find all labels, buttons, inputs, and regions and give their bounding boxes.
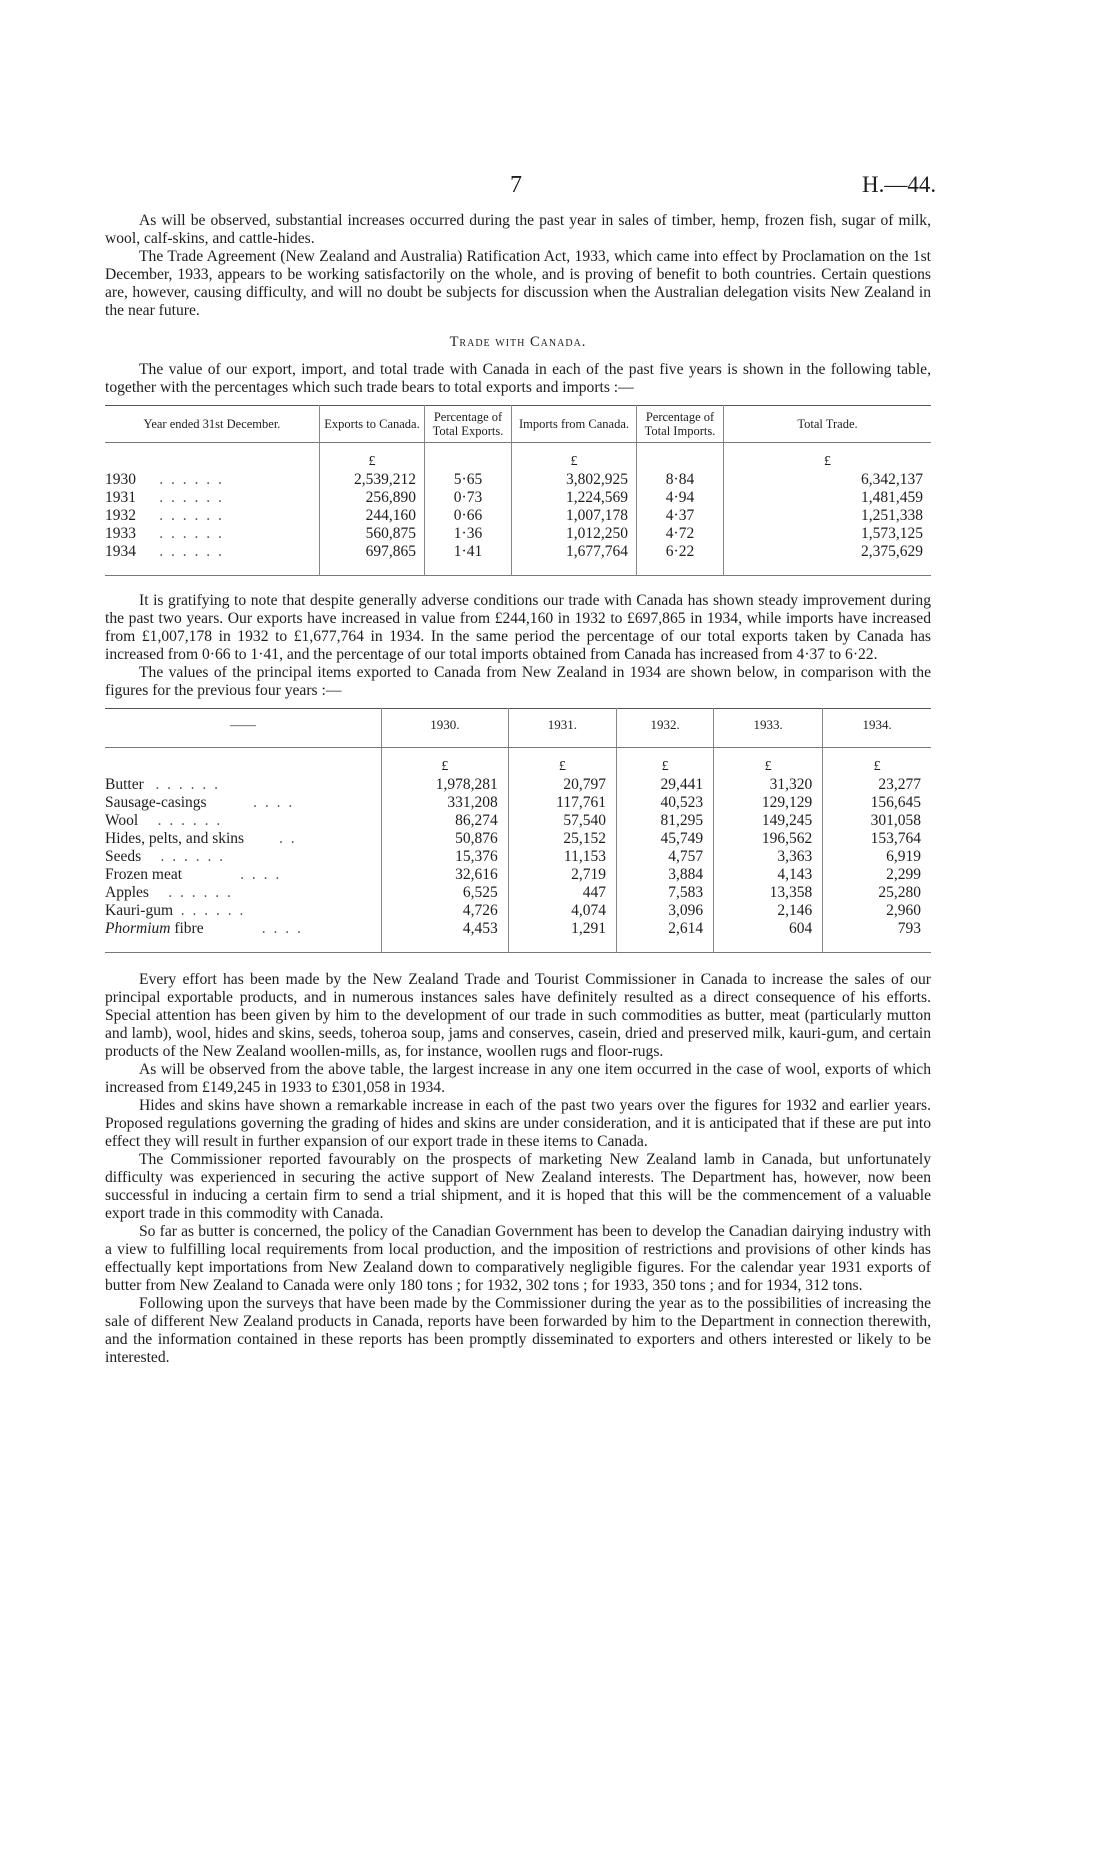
export-percent-cell: 1·36 — [425, 525, 512, 543]
export-percent-cell: 5·65 — [425, 471, 512, 489]
value-cell: 45,749 — [616, 830, 713, 848]
value-cell: 50,876 — [382, 830, 509, 848]
table-row — [105, 866, 931, 884]
column-header: 1930. — [382, 709, 509, 748]
value-cell: 11,153 — [508, 848, 616, 866]
section-heading: Trade with Canada. — [449, 334, 587, 350]
principal-exports-table — [105, 708, 931, 953]
export-percent-cell: 0·73 — [425, 489, 512, 507]
table-row — [105, 471, 931, 489]
canada-trade-table — [105, 405, 931, 576]
value-cell: 604 — [714, 920, 823, 953]
value-cell: 7,583 — [616, 884, 713, 902]
value-cell: 40,523 — [616, 794, 713, 812]
paragraph: Following upon the surveys that have been made by the Commissioner during the year as to the possibilities of increasing the sale of different New Zealand products in Canada, reports have been forwarded by him to the Department in connection therewith, and the information contained in these reports has been promptly disseminated to exporters and others interested or likely to be interested. — [105, 1295, 931, 1366]
value-cell: 2,719 — [508, 866, 616, 884]
table-row — [105, 776, 931, 794]
leader-dots: . . . . . . — [159, 489, 224, 506]
value-cell: 793 — [823, 920, 931, 953]
paragraph: The Trade Agreement (New Zealand and Australia) Ratification Act, 1933, which came into effect by Proclamation on the 1st December, 1933, appears to be working satisfactorily on the whole, and is proving of benefit to both countries. Certain questions are, however, causing difficulty, and will no doubt be subjects for discussion when the Australian delegation visits New Zealand in the near future. — [105, 248, 931, 319]
value-cell: 153,764 — [823, 830, 931, 848]
year-cell: 1934 — [105, 543, 136, 560]
total-trade-cell: 1,251,338 — [724, 507, 932, 525]
year-cell: 1930 — [105, 471, 136, 488]
leader-dots: . . . . . . — [159, 507, 224, 524]
unit-label: £ — [508, 748, 616, 777]
exports-cell: 256,890 — [320, 489, 425, 507]
item-label: Apples — [105, 884, 149, 901]
column-header: —— — [105, 709, 382, 748]
import-percent-cell: 6·22 — [637, 543, 724, 576]
value-cell: 2,960 — [823, 902, 931, 920]
column-header: Total Trade. — [724, 406, 932, 443]
exports-cell: 244,160 — [320, 507, 425, 525]
leader-dots: . . — [278, 830, 297, 847]
table-row — [105, 902, 931, 920]
value-cell: 4,757 — [616, 848, 713, 866]
value-cell: 156,645 — [823, 794, 931, 812]
value-cell: 2,146 — [714, 902, 823, 920]
paragraph: The value of our export, import, and total trade with Canada in each of the past five years is shown in the following table, together with the percentages which such trade bears to total exports and imports :— — [105, 361, 931, 396]
paragraph: Every effort has been made by the New Zealand Trade and Tourist Commissioner in Canada to increase the sales of our principal exportable products, and in numerous instances sales have definitely resulted as a direct consequence of his efforts. Special attention has been given by him to the development of our trade in such commodities as butter, meat (particularly mutton and lamb), wool, hides and skins, seeds, toheroa soup, jams and conserves, casein, dried and preserved milk, kauri-gum, and certain products of the New Zealand woollen-mills, as, for instance, woollen rugs and floor-rugs. — [105, 971, 931, 1060]
item-label: Kauri-gum — [105, 902, 174, 919]
value-cell: 117,761 — [508, 794, 616, 812]
item-label: Butter — [105, 776, 144, 793]
unit-label: £ — [616, 748, 713, 777]
leader-dots: . . . . . . — [160, 848, 226, 865]
imports-cell: 1,012,250 — [512, 525, 637, 543]
value-cell: 13,358 — [714, 884, 823, 902]
leader-dots: . . . . . . — [155, 776, 220, 793]
value-cell: 129,129 — [714, 794, 823, 812]
table-header-row — [105, 709, 931, 748]
value-cell: 331,208 — [382, 794, 509, 812]
table-row — [105, 848, 931, 866]
value-cell: 2,299 — [823, 866, 931, 884]
value-cell: 149,245 — [714, 812, 823, 830]
import-percent-cell: 4·37 — [637, 507, 724, 525]
export-percent-cell: 0·66 — [425, 507, 512, 525]
import-percent-cell: 4·72 — [637, 525, 724, 543]
item-label: Seeds — [105, 848, 142, 865]
exports-cell: 2,539,212 — [320, 471, 425, 489]
paragraph: As will be observed from the above table, the largest increase in any one item occurred in the case of wool, exports of which increased from £149,245 in 1933 to £301,058 in 1934. — [105, 1061, 931, 1096]
unit-label: £ — [382, 748, 509, 777]
value-cell: 23,277 — [823, 776, 931, 794]
leader-dots: . . . . — [261, 920, 303, 937]
column-header: Percentage of Total Imports. — [637, 406, 724, 443]
paragraph: Hides and skins have shown a remarkable increase in each of the past two years over the figures for 1932 and earlier years. Proposed regulations governing the grading of hides and skins are under consideration, and it is anticipated that if these are put into effect they will result in further expansion of our export trade in these items to Canada. — [105, 1097, 931, 1150]
total-trade-cell: 1,573,125 — [724, 525, 932, 543]
export-percent-cell: 1·41 — [425, 543, 512, 576]
year-cell: 1931 — [105, 489, 136, 506]
column-header: 1934. — [823, 709, 931, 748]
column-header: 1931. — [508, 709, 616, 748]
value-cell: 32,616 — [382, 866, 509, 884]
column-header: 1932. — [616, 709, 713, 748]
column-header: Percentage of Total Exports. — [425, 406, 512, 443]
value-cell: 301,058 — [823, 812, 931, 830]
year-cell: 1932 — [105, 507, 136, 524]
document-reference: H.—44. — [862, 172, 937, 197]
leader-dots: . . . . . . — [157, 812, 223, 829]
page-number: 7 — [510, 172, 522, 198]
value-cell: 57,540 — [508, 812, 616, 830]
value-cell: 6,525 — [382, 884, 509, 902]
leader-dots: . . . . . . — [168, 884, 233, 901]
imports-cell: 1,007,178 — [512, 507, 637, 525]
import-percent-cell: 8·84 — [637, 471, 724, 489]
unit-label: £ — [724, 443, 932, 472]
paragraph: It is gratifying to note that despite generally adverse conditions our trade with Canada has shown steady improvement during the past two years. Our exports have increased in value from £244,160 in 1932 to £697,865 in 1934, while imports have increased from £1,007,178 in 1932 to £1,677,764 in 1934. In the same period the percentage of our total exports taken by Canada has increased from 0·66 to 1·41, and the percentage of our total imports obtained from Canada has increased from 4·37 to 6·22. — [105, 592, 931, 663]
total-trade-cell: 1,481,459 — [724, 489, 932, 507]
value-cell: 4,453 — [382, 920, 509, 953]
leader-dots: . . . . . . — [159, 471, 224, 488]
value-cell: 2,614 — [616, 920, 713, 953]
value-cell: 1,978,281 — [382, 776, 509, 794]
value-cell: 4,074 — [508, 902, 616, 920]
value-cell: 29,441 — [616, 776, 713, 794]
item-label: Hides, pelts, and skins — [105, 830, 245, 847]
column-header: Imports from Canada. — [512, 406, 637, 443]
value-cell: 4,726 — [382, 902, 509, 920]
table-row — [105, 794, 931, 812]
leader-dots: . . . . — [240, 866, 282, 883]
value-cell: 25,152 — [508, 830, 616, 848]
paragraph: So far as butter is concerned, the policy of the Canadian Government has been to develop the Canadian dairying industry with a view to fulfilling local requirements from local production, and the imposition of restrictions and provisions of other kinds has effectually kept importations from New Zealand down to comparatively negligible figures. For the calendar year 1931 exports of butter from New Zealand to Canada were only 180 tons ; for 1932, 302 tons ; for 1933, 350 tons ; and for 1934, 312 tons. — [105, 1223, 931, 1294]
imports-cell: 3,802,925 — [512, 471, 637, 489]
table-row — [105, 884, 931, 902]
table-row — [105, 443, 931, 472]
item-label: fibre — [170, 920, 204, 937]
unit-label: £ — [320, 443, 425, 472]
year-cell: 1933 — [105, 525, 136, 542]
table-row — [105, 920, 931, 953]
exports-cell: 697,865 — [320, 543, 425, 576]
leader-dots: . . . . . . — [159, 543, 224, 560]
item-label: Wool — [105, 812, 139, 829]
value-cell: 6,919 — [823, 848, 931, 866]
paragraph: The Commissioner reported favourably on the prospects of marketing New Zealand lamb in Canada, but unfortunately difficulty was experienced in securing the active support of New Zealand interests. The Department has, however, now been successful in inducing a certain firm to send a trial shipment, and it is hoped that this will be the commencement of a valuable export trade in this commodity with Canada. — [105, 1151, 931, 1222]
table-row — [105, 525, 931, 543]
imports-cell: 1,224,569 — [512, 489, 637, 507]
table-row — [105, 507, 931, 525]
value-cell: 4,143 — [714, 866, 823, 884]
leader-dots: . . . . — [253, 794, 295, 811]
value-cell: 86,274 — [382, 812, 509, 830]
unit-label: £ — [714, 748, 823, 777]
leader-dots: . . . . . . — [180, 902, 246, 919]
value-cell: 1,291 — [508, 920, 616, 953]
exports-cell: 560,875 — [320, 525, 425, 543]
value-cell: 81,295 — [616, 812, 713, 830]
item-label: Sausage-casings — [105, 794, 207, 811]
import-percent-cell: 4·94 — [637, 489, 724, 507]
table-row — [105, 812, 931, 830]
imports-cell: 1,677,764 — [512, 543, 637, 576]
value-cell: 25,280 — [823, 884, 931, 902]
value-cell: 3,096 — [616, 902, 713, 920]
unit-label: £ — [512, 443, 637, 472]
item-label-italic: Phormium — [105, 920, 171, 937]
leader-dots: . . . . . . — [159, 525, 224, 542]
table-row — [105, 543, 931, 576]
column-header: 1933. — [714, 709, 823, 748]
value-cell: 20,797 — [508, 776, 616, 794]
table-row — [105, 748, 931, 777]
total-trade-cell: 6,342,137 — [724, 471, 932, 489]
value-cell: 196,562 — [714, 830, 823, 848]
value-cell: 3,884 — [616, 866, 713, 884]
value-cell: 3,363 — [714, 848, 823, 866]
table-row — [105, 489, 931, 507]
column-header: Year ended 31st December. — [105, 406, 320, 443]
table-row — [105, 830, 931, 848]
total-trade-cell: 2,375,629 — [724, 543, 932, 576]
value-cell: 15,376 — [382, 848, 509, 866]
item-label: Frozen meat — [105, 866, 183, 883]
unit-label: £ — [823, 748, 931, 777]
value-cell: 447 — [508, 884, 616, 902]
paragraph: The values of the principal items exported to Canada from New Zealand in 1934 are shown below, in comparison with the figures for the previous four years :— — [105, 664, 931, 699]
paragraph: As will be observed, substantial increases occurred during the past year in sales of timber, hemp, frozen fish, sugar of milk, wool, calf-skins, and cattle-hides. — [105, 212, 931, 247]
column-header: Exports to Canada. — [320, 406, 425, 443]
value-cell: 31,320 — [714, 776, 823, 794]
table-header-row — [105, 406, 931, 443]
page-body — [105, 212, 931, 1367]
